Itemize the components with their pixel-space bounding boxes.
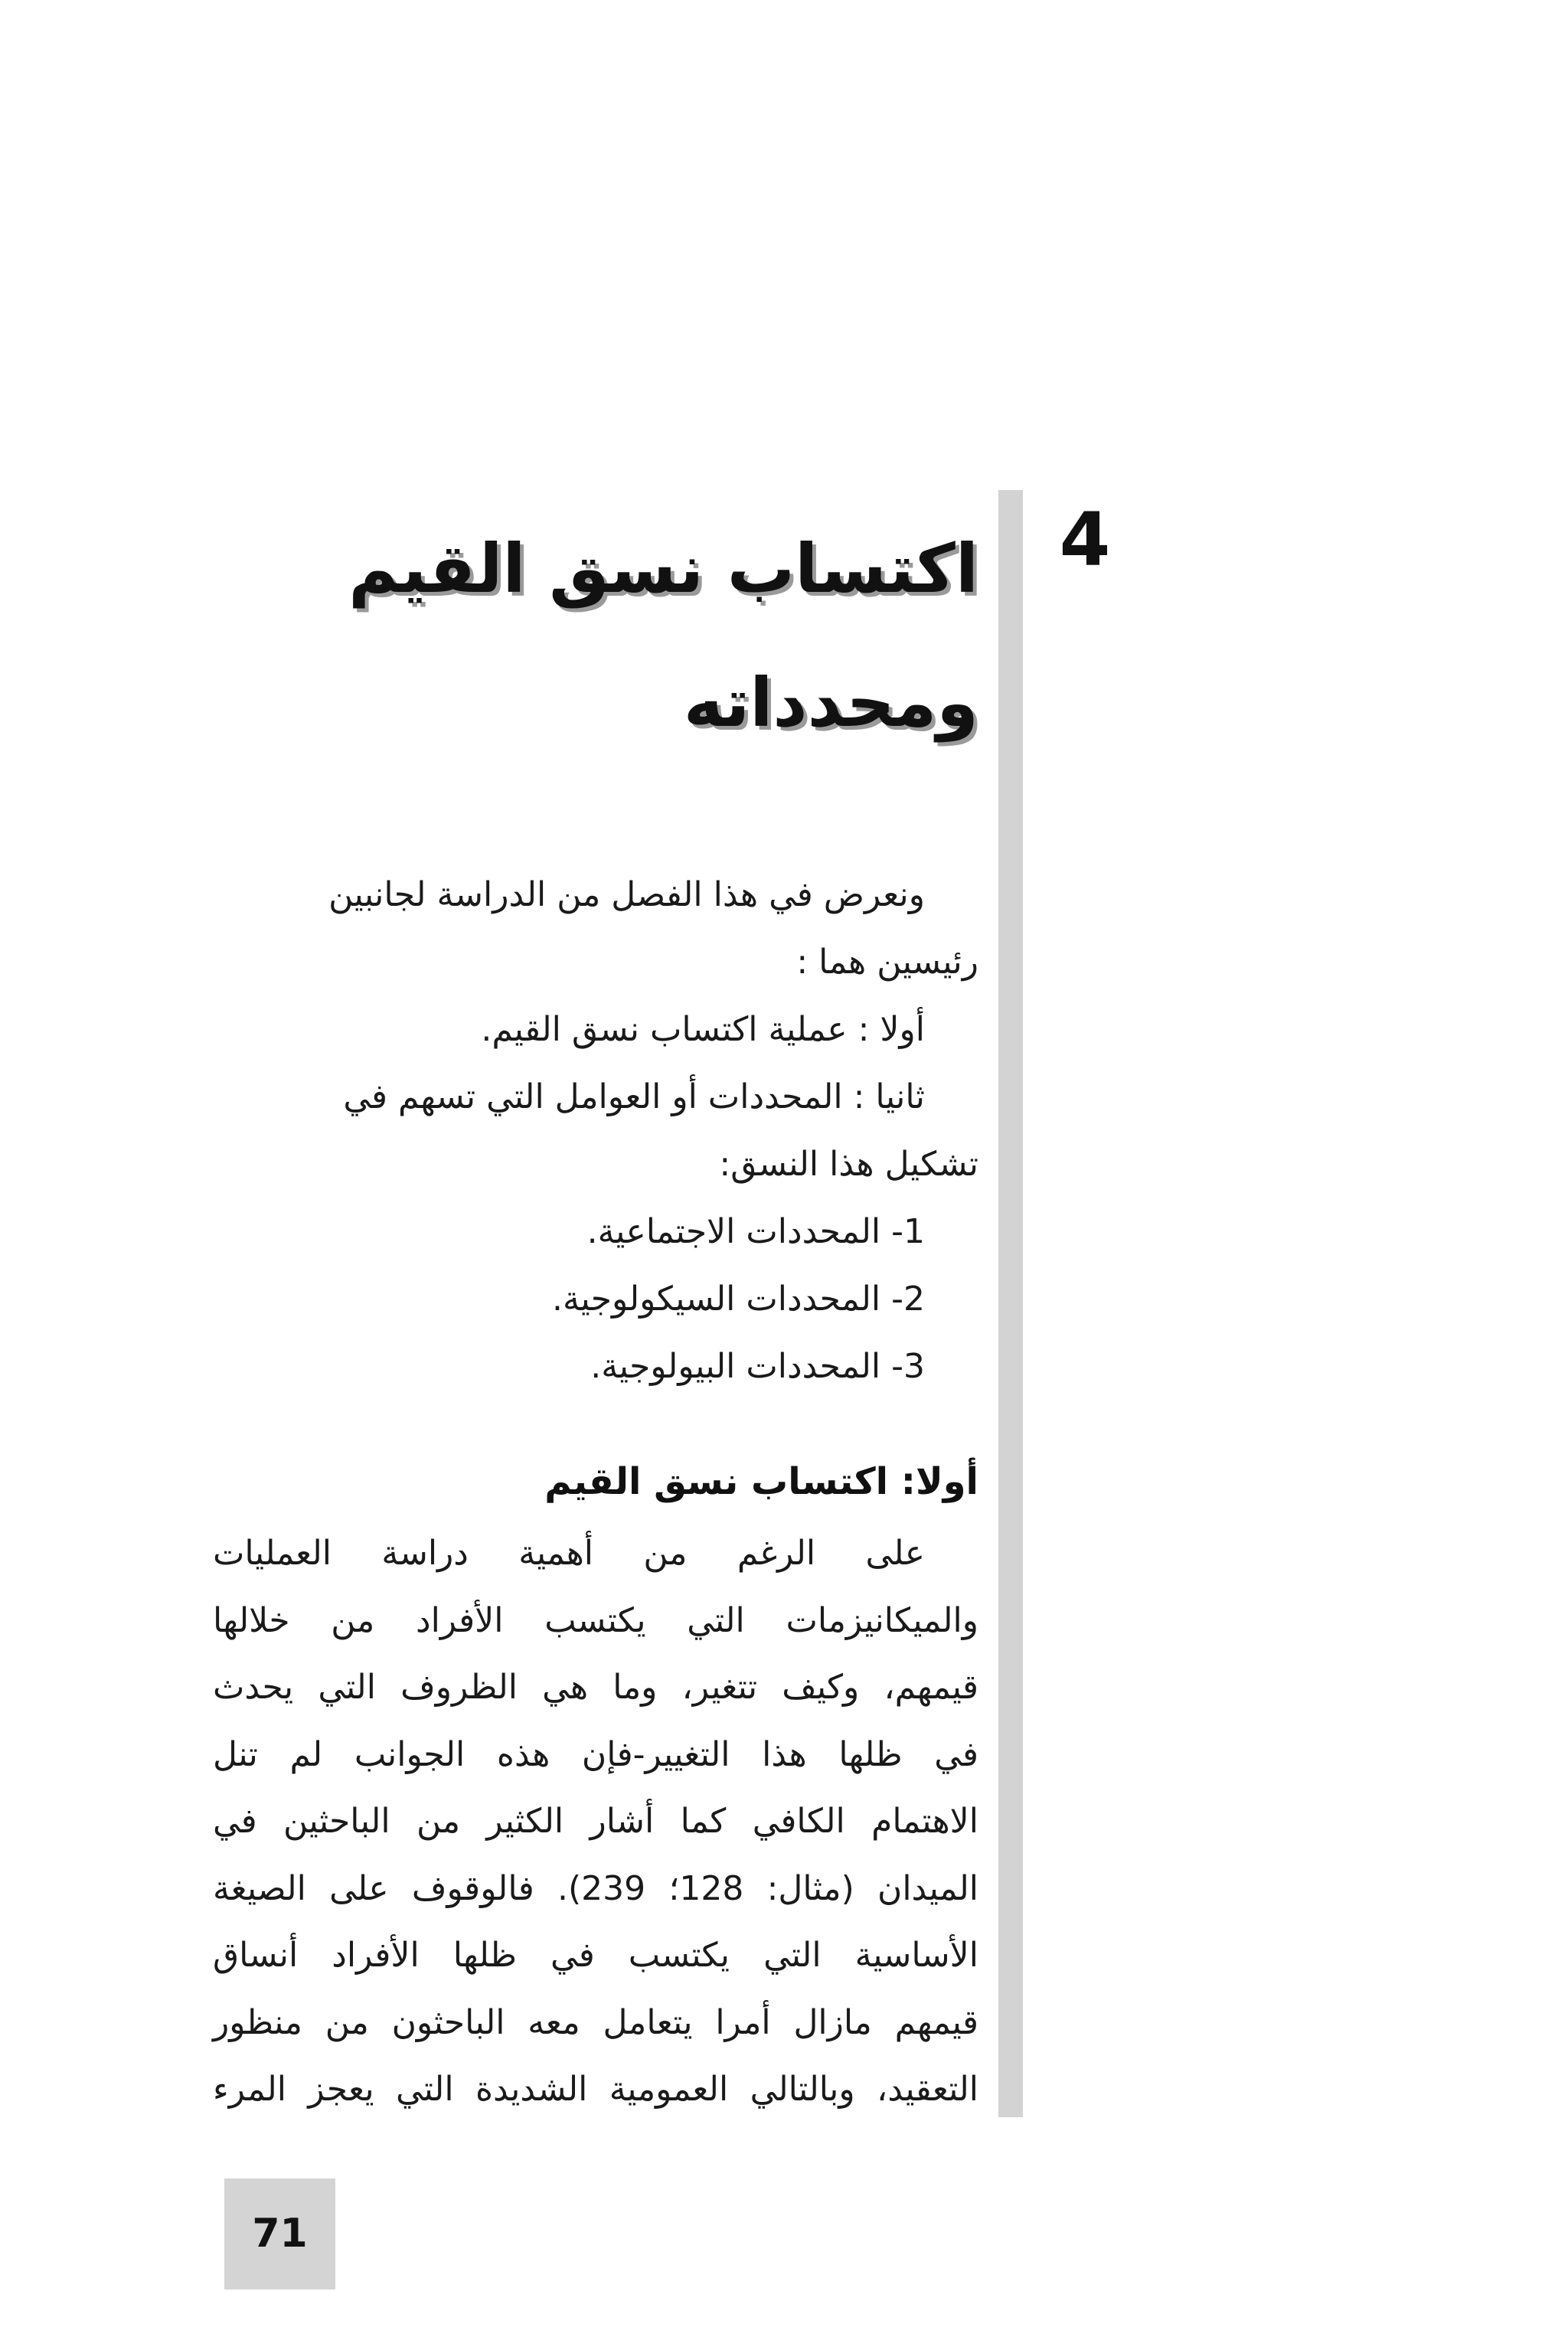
text-line: الميدان (مثال: 128؛ 239). فالوقوف على الصيغة bbox=[213, 1868, 978, 1908]
text-line: الأساسية التي يكتسب في ظلها الأفراد أنساق bbox=[213, 1936, 978, 1975]
page-number-box bbox=[224, 2178, 335, 2290]
text-line: رئيسين هما : bbox=[796, 943, 978, 982]
list-item: 1- المحددات الاجتماعية. bbox=[586, 1212, 925, 1251]
text-line: في ظلها هذا التغيير-فإن هذه الجوانب لم تنل bbox=[213, 1734, 978, 1774]
text-line: التعقيد، وبالتالي العمومية الشديدة التي يعجز المرء bbox=[213, 2070, 978, 2109]
vertical-rule bbox=[998, 490, 1023, 2117]
text-line: أولا : عملية اكتساب نسق القيم. bbox=[481, 1010, 925, 1049]
section-heading: أولا: اكتساب نسق القيم bbox=[544, 1460, 978, 1503]
text-line: تشكيل هذا النسق: bbox=[719, 1145, 978, 1184]
text-line: والميكانيزمات التي يكتسب الأفراد من خلالها bbox=[213, 1600, 978, 1640]
list-item: 3- المحددات البيولوجية. bbox=[590, 1347, 925, 1386]
chapter-title-line-1: اكتساب نسق القيم bbox=[348, 529, 978, 608]
chapter-number: 4 bbox=[1059, 497, 1111, 583]
chapter-title bbox=[289, 502, 978, 770]
section-paragraph bbox=[213, 1520, 978, 2123]
text-line: قيمهم، وكيف تتغير، وما هي الظروف التي يحدث bbox=[213, 1668, 978, 1707]
intro-paragraph bbox=[213, 861, 978, 1401]
page-number: 71 bbox=[252, 2211, 308, 2257]
text-line: الاهتمام الكافي كما أشار الكثير من الباحثين في bbox=[213, 1802, 978, 1841]
text-line: قيمهم مازال أمرا يتعامل معه الباحثون من منظور bbox=[213, 2002, 978, 2042]
chapter-title-line-2: ومحدداته bbox=[683, 663, 978, 742]
list-item: 2- المحددات السيكولوجية. bbox=[551, 1280, 925, 1319]
text-line: على الرغم من أهمية دراسة العمليات bbox=[213, 1534, 925, 1573]
text-line: ثانيا : المحددات أو العوامل التي تسهم في bbox=[343, 1077, 925, 1116]
text-line: ونعرض في هذا الفصل من الدراسة لجانبين bbox=[328, 875, 925, 914]
